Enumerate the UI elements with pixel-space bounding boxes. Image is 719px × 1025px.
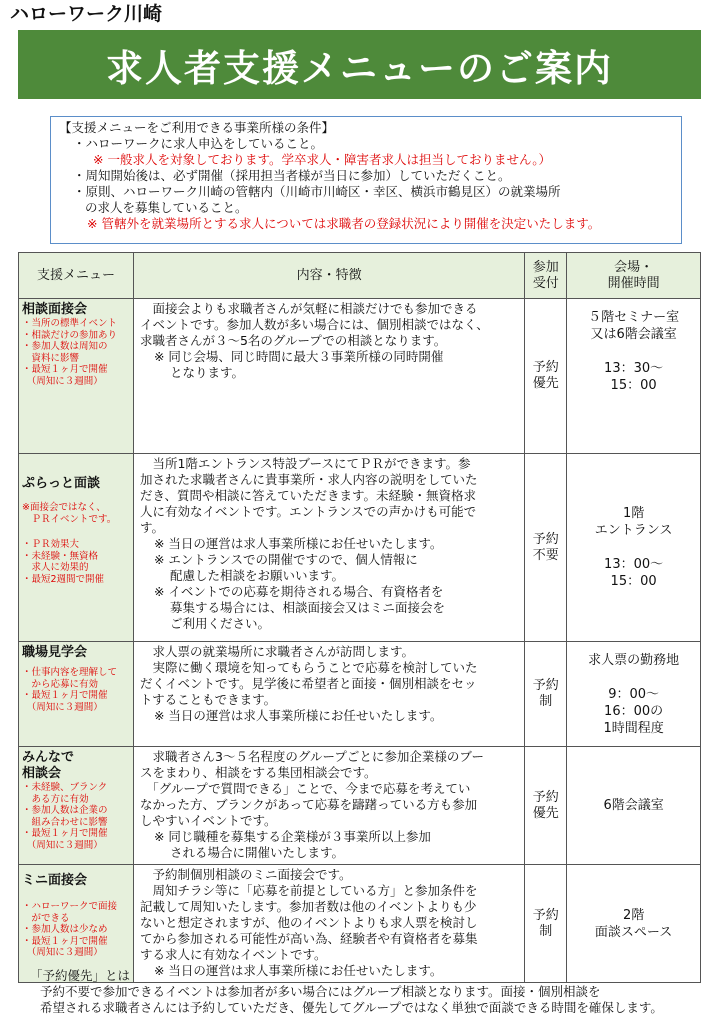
reception-line: 優先	[532, 805, 559, 821]
desc-line: 周知チラシ等に「応募を前提としている方」と参加条件を	[139, 883, 478, 898]
header-reception-line: 参加	[532, 259, 559, 275]
content-cell	[133, 454, 524, 642]
reception-line: 予約	[532, 360, 559, 375]
venue-line: 16：00の	[604, 703, 664, 719]
menu-note: （周知に３週間）	[22, 701, 103, 713]
menu-cell	[19, 299, 134, 454]
menu-note: ある方に有効	[22, 793, 89, 805]
desc-line: される場合に開催いたします。	[169, 845, 344, 860]
note-spacer	[22, 889, 130, 901]
reception-line: 予約	[532, 789, 559, 805]
menu-name: 相談会	[22, 766, 62, 781]
footer-title: 「予約優先」とは	[30, 968, 131, 983]
venue-spacer	[567, 539, 700, 556]
condition-item: ・周知開始後は、必ず開催（採用担当者様が当日に参加）していただくこと。	[73, 168, 511, 183]
menu-note: ・当所の標準イベント	[22, 318, 118, 329]
menu-note: 求人に効果的	[22, 562, 89, 573]
header-venue-line: 開催時間	[607, 275, 660, 291]
conditions-box	[50, 116, 682, 244]
venue-cell	[567, 642, 701, 747]
venue-cell	[567, 454, 701, 642]
reception-line: 制	[539, 694, 553, 709]
header-reception-line: 受付	[532, 275, 559, 291]
desc-line: 「グループで質問できる」ことで、今まで応募を考えてい	[139, 781, 471, 796]
reception-cell	[525, 865, 567, 983]
menu-name: みんなで	[22, 750, 75, 765]
condition-note: ※ 一般求人を対象しております。学卒求人・障害者求人は担当しておりません。）	[93, 152, 551, 167]
content-cell	[133, 865, 524, 983]
desc-line: ※ 当日の運営は求人事業所様にお任せいたします。	[153, 708, 443, 723]
venue-line: エントランス	[594, 523, 673, 538]
menu-note: ・最短１ヶ月で開催	[22, 828, 108, 839]
header-venue	[567, 253, 701, 299]
menu-note: ・未経験、ブランク	[22, 782, 108, 793]
content-cell	[133, 747, 524, 865]
menu-note: （周知に３週間）	[22, 839, 103, 851]
venue-line: 又は6階会議室	[590, 327, 677, 342]
desc-line: 実際に働く環境を知ってもらうことで応募を検討していた	[139, 660, 478, 675]
desc-line: ※ イベントでの応募を期待される場合、有資格者を	[153, 584, 444, 599]
table-row	[19, 642, 701, 747]
table-row	[19, 299, 701, 454]
note-spacer	[22, 492, 130, 502]
venue-line: 求人票の勤務地	[588, 652, 680, 668]
header-menu: 支援メニュー	[19, 253, 134, 299]
venue-line: 1階	[622, 506, 645, 521]
content-cell	[133, 299, 524, 454]
desc-line: 当所1階エントランス特設ブースにてＰＲができます。参	[139, 456, 471, 471]
desc-line: 求職者さんが３～5名のグループでの相談となります。	[139, 333, 447, 348]
reception-line: 予約	[532, 907, 559, 923]
menu-note: ・最短１ヶ月で開催	[22, 935, 108, 947]
note-spacer	[22, 525, 130, 539]
table-row	[19, 454, 701, 642]
desc-line: 配慮した相談をお願いいます。	[169, 568, 344, 583]
menu-note: ができる	[22, 912, 70, 924]
reception-cell	[525, 454, 567, 642]
desc-line: ※ 同じ職種を募集する企業様が３事業所以上参加	[153, 829, 431, 844]
venue-spacer	[567, 669, 700, 686]
desc-line: スをまわり、相談をする集団相談会です。	[139, 765, 377, 780]
conditions-heading: 【支援メニューをご利用できる事業所様の条件】	[59, 120, 335, 135]
table-row	[19, 865, 701, 983]
desc-line: ※ 同じ会場、同じ時間に最大３事業所様の同時開催	[153, 349, 444, 364]
menu-note: 資料に影響	[22, 352, 80, 364]
menu-note: ・未経験・無資格	[22, 550, 99, 562]
menu-note: ・ＰＲ効果大	[22, 539, 80, 550]
reception-cell	[525, 642, 567, 747]
menu-note: ＰＲイベントです。	[22, 513, 117, 525]
desc-line: イベントです。参加人数が多い場合には、個別相談ではなく、	[139, 317, 489, 332]
menu-note: ・最短2週間で開催	[22, 573, 105, 585]
desc-line: 募集する場合には、相談面接会又はミニ面接会を	[169, 600, 445, 615]
desc-line: す。	[139, 520, 164, 535]
reception-line: 予約	[532, 678, 559, 693]
desc-line: する求人に有効なイベントです。	[139, 947, 327, 962]
menu-cell	[19, 642, 134, 747]
venue-line: 1時間程度	[603, 720, 664, 736]
menu-note: ※面接会ではなく、	[22, 502, 106, 513]
venue-line: 13：00～	[604, 557, 664, 572]
venue-cell	[567, 747, 701, 865]
venue-cell	[567, 865, 701, 983]
condition-item: ・原則、ハローワーク川崎の管轄内（川崎市川崎区・幸区、横浜市鶴見区）の就業場所	[73, 184, 561, 199]
reception-line: 不要	[532, 547, 559, 563]
reception-cell	[525, 299, 567, 454]
venue-line: 13：30～	[604, 361, 664, 376]
table-header-row	[19, 253, 701, 299]
condition-note: ※ 管轄外を就業場所とする求人については求職者の登録状況により開催を決定いたします。	[87, 216, 601, 231]
desc-line: だき、質問や相談に答えていただきます。未経験・無資格求	[139, 488, 476, 503]
desc-line: 面接会よりも求職者さんが気軽に相談だけでも参加できる	[139, 301, 478, 316]
menu-cell	[19, 454, 134, 642]
menu-note: （周知に３週間）	[22, 947, 103, 958]
desc-line: ないと想定されますが、他のイベントよりも求人票を検討し	[139, 915, 478, 930]
desc-line: トすることもできます。	[139, 692, 277, 707]
footer-line: 予約不要で参加できるイベントは参加者が多い場合にはグループ相談となります。面接・個別相談を	[40, 984, 601, 999]
venue-line: 15：00	[610, 574, 657, 589]
menu-note: 組み合わせに影響	[22, 816, 108, 828]
desc-line: 加された求職者さんに貴事業所・求人内容の説明をしていた	[139, 472, 478, 487]
header-reception	[525, 253, 567, 299]
reception-line: 予約	[532, 531, 559, 547]
footer-line: 希望される求職者さんには予約していただき、優先してグループではなく単独で面談できる時間を確保します。	[40, 1000, 663, 1015]
desc-line: だくイベントです。見学後に希望者と面接・個別相談をセッ	[139, 676, 477, 691]
reception-line: 優先	[532, 376, 559, 391]
footer-note	[30, 968, 663, 1016]
desc-line: 記載して周知いたします。参加者数は他のイベントよりも少	[139, 899, 477, 914]
content-cell	[133, 642, 524, 747]
menu-note: ・最短１ヶ月で開催	[22, 690, 108, 701]
desc-line: ※ 当日の運営は求人事業所様にお任せいたします。	[153, 536, 443, 551]
menu-table	[18, 252, 701, 983]
desc-line: ※ エントランスでの開催ですので、個人情報に	[153, 552, 418, 567]
desc-line: となります。	[169, 365, 244, 380]
menu-name: ぷらっと面談	[22, 476, 101, 491]
desc-line: 求職者さん3～５名程度のグループごとに参加企業様のブー	[139, 749, 485, 764]
menu-name: 相談面接会	[22, 302, 88, 317]
reception-line: 制	[539, 923, 553, 939]
reception-cell	[525, 747, 567, 865]
menu-cell	[19, 865, 134, 983]
desc-line: 人に有効なイベントです。エントランスでの声かけも可能で	[139, 504, 477, 519]
menu-name: 職場見学会	[22, 645, 88, 660]
desc-line: 予約制個別相談のミニ面接会です。	[139, 867, 352, 882]
desc-line: てから参加される可能性が高い為、経験者や有資格者を募集	[139, 931, 478, 946]
menu-note: ・参加人数は少なめ	[22, 924, 108, 935]
venue-line: 面談スペース	[594, 924, 673, 940]
venue-line: 9：00～	[608, 686, 660, 702]
desc-line: しやすいイベントです。	[139, 813, 277, 828]
desc-line: ※ 当日の運営は求人事業所様にお任せいたします。	[153, 963, 443, 978]
venue-line: 2階	[622, 907, 645, 923]
menu-note: ・仕事内容を理解して	[22, 667, 118, 678]
office-name: ハローワーク川崎	[10, 3, 163, 25]
header-content: 内容・特徴	[133, 253, 524, 299]
page-title: 求人者支援メニューのご案内	[18, 30, 701, 99]
menu-cell	[19, 747, 134, 865]
venue-cell	[567, 299, 701, 454]
menu-name: ミニ面接会	[22, 873, 88, 888]
desc-line: なかった方、ブランクがあって応募を躊躇っている方も参加	[139, 797, 478, 812]
header-venue-line: 会場・	[614, 259, 654, 275]
venue-line: 6階会議室	[603, 798, 664, 813]
menu-note: ・最短１ヶ月で開催	[22, 364, 108, 375]
condition-item: ・ハローワークに求人申込をしていること。	[73, 136, 324, 151]
table-row	[19, 747, 701, 865]
desc-line: ご利用ください。	[169, 616, 270, 631]
venue-spacer	[567, 343, 700, 360]
menu-note: ・相談だけの参加あり	[22, 329, 118, 341]
venue-line: 15：00	[610, 378, 657, 393]
condition-item: の求人を募集していること。	[85, 200, 248, 215]
menu-note: ・参加人数は周知の	[22, 341, 108, 352]
menu-note: から応募に有効	[22, 678, 99, 690]
menu-note: ・ハローワークで面接	[22, 901, 118, 912]
venue-line: ５階セミナー室	[588, 310, 680, 325]
desc-line: 求人票の就業場所に求職者さんが訪問します。	[139, 644, 414, 659]
menu-note: ・参加人数は企業の	[22, 805, 108, 816]
menu-note: （周知に３週間）	[22, 375, 103, 387]
